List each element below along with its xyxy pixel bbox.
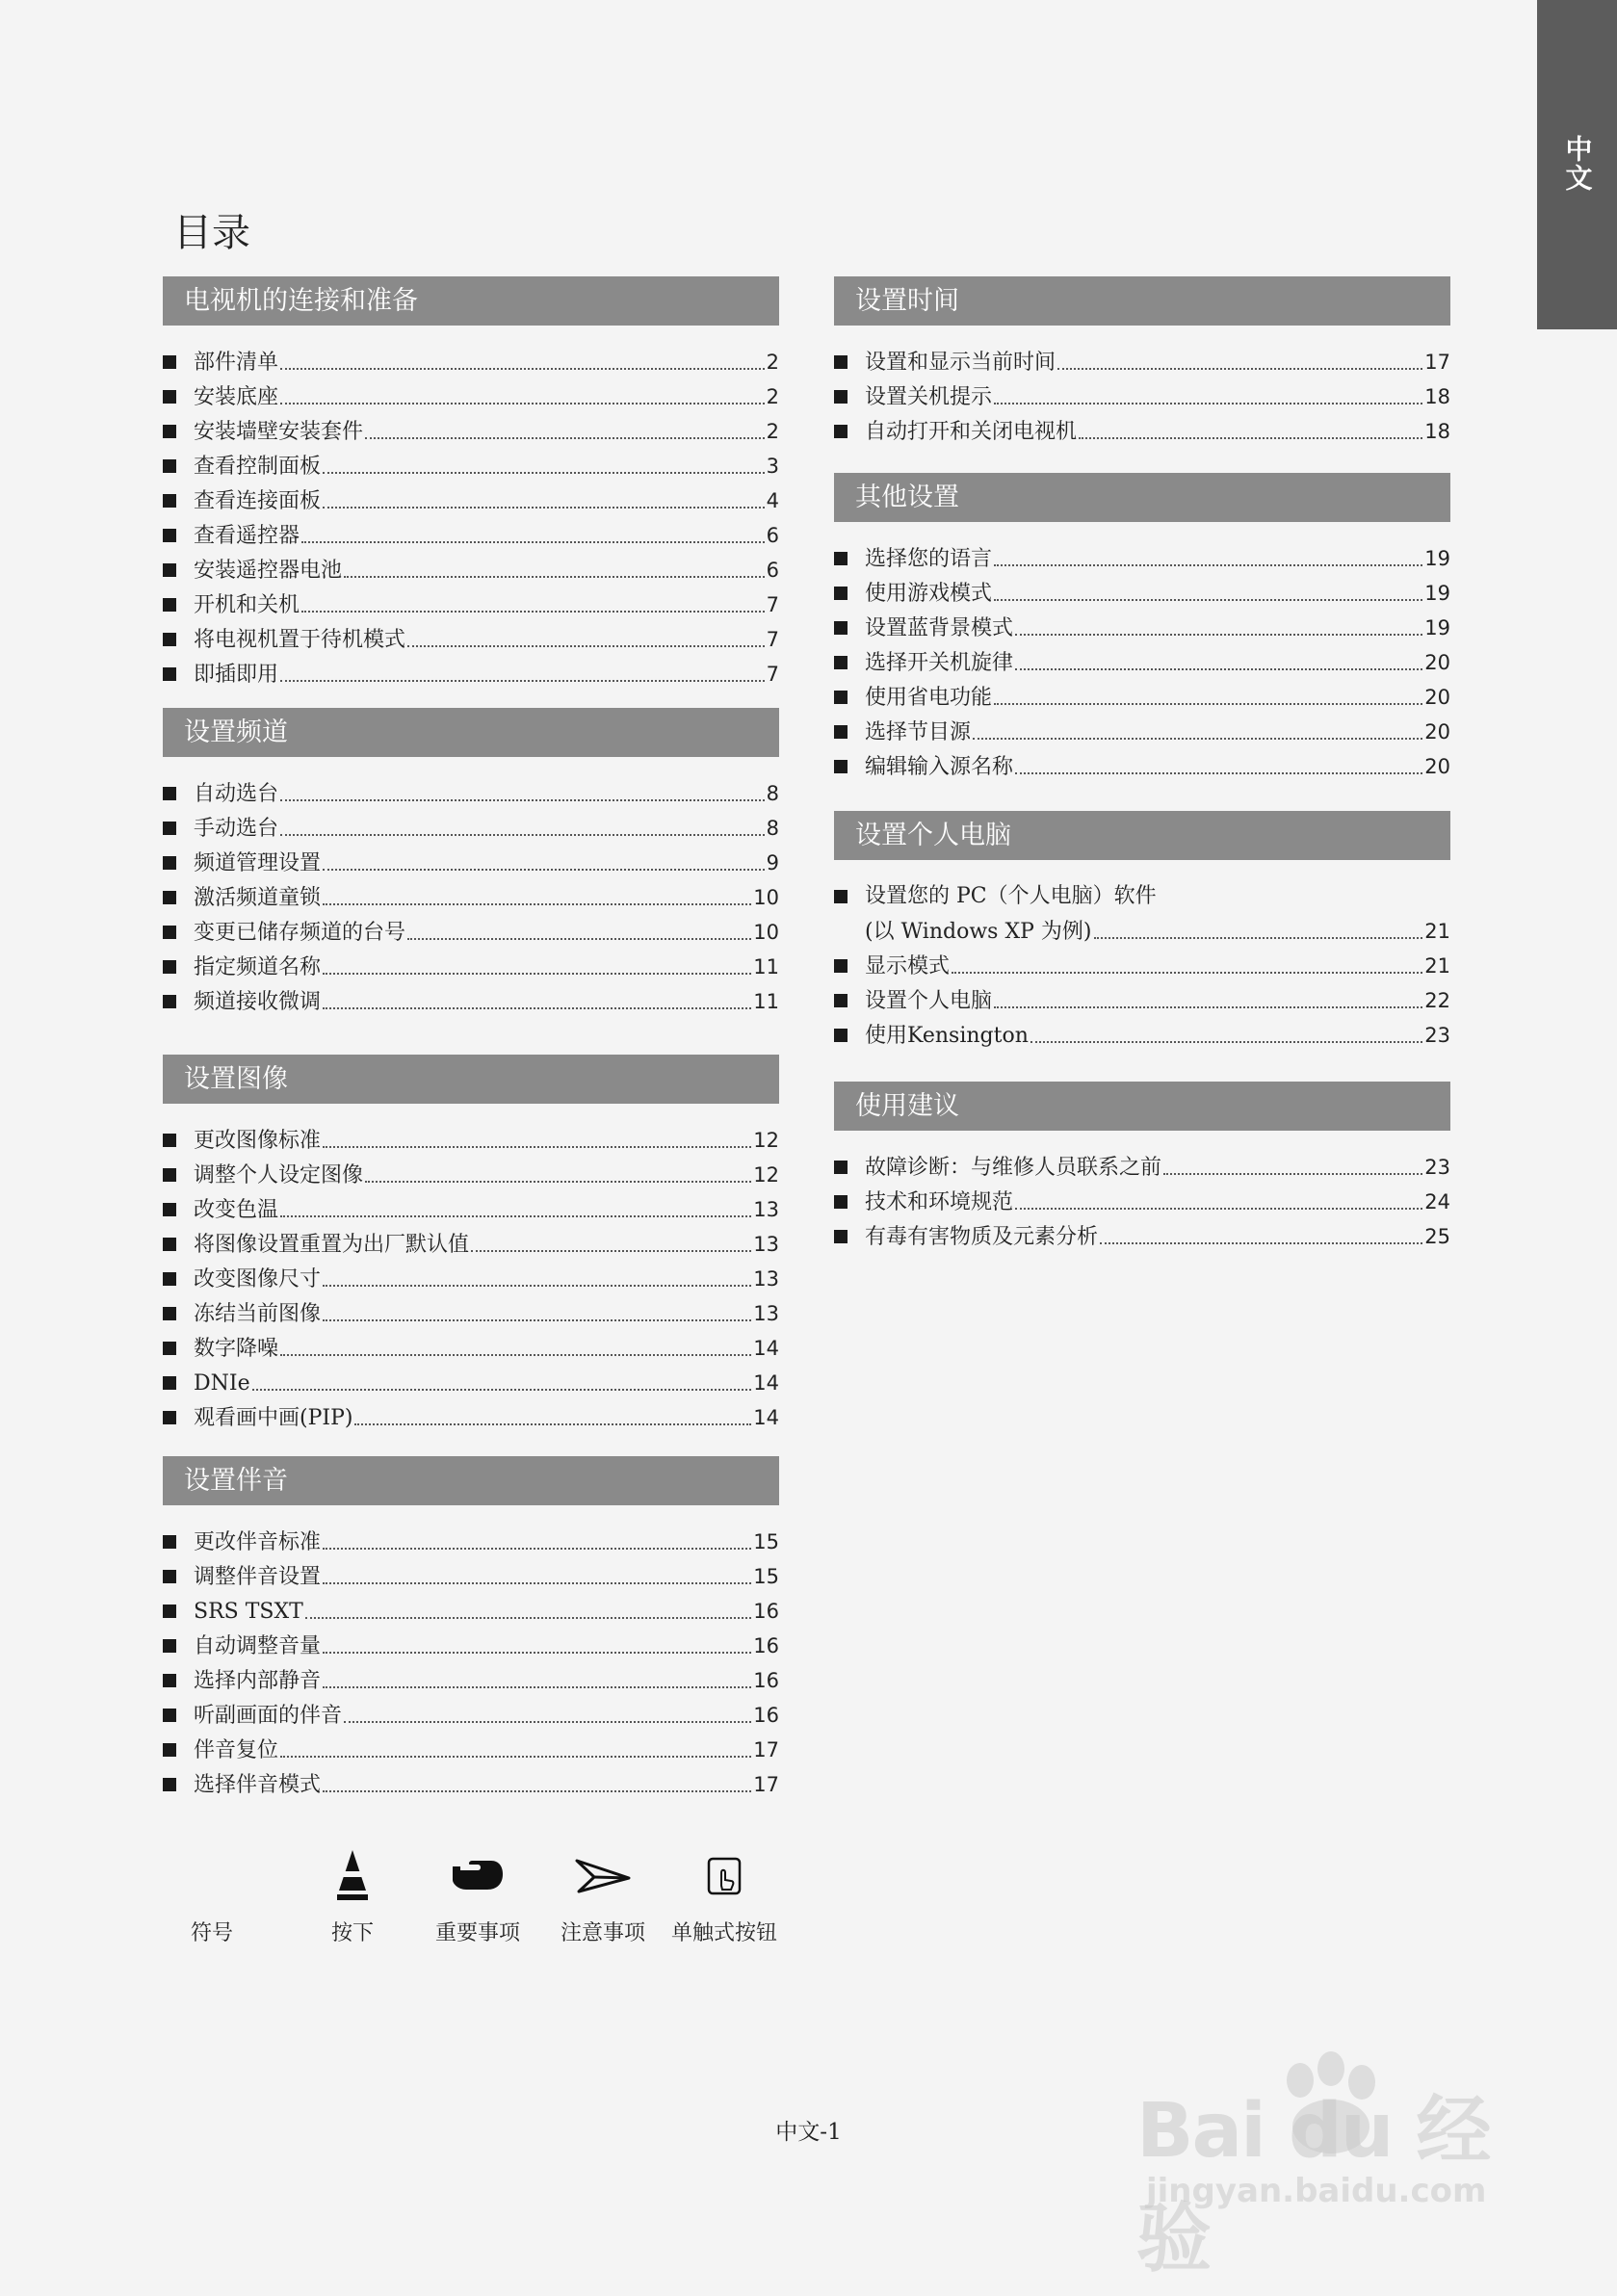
toc-list [163,345,779,691]
toc-entry[interactable] [834,1150,1450,1185]
toc-entry-label: 观看画中画(PIP) [194,1406,353,1430]
toc-entry-label: DNIe [194,1371,250,1396]
legend-label: 按下 [330,1921,374,1945]
bullet-icon [834,691,848,704]
toc-entry[interactable] [834,949,1450,983]
section-heading: 设置时间 [834,276,1450,326]
toc-entry[interactable] [163,915,779,950]
toc-entry-page: 2 [766,351,779,374]
toc-entry-page: 20 [1424,720,1450,744]
hand-pointer-icon [420,1849,535,1903]
toc-entry-page: 6 [766,559,779,582]
toc-entry-page: 7 [766,593,779,616]
toc-section [834,473,1450,784]
toc-entry[interactable] [163,950,779,984]
toc-entry[interactable] [834,1219,1450,1254]
legend-item [154,1849,270,1946]
toc-entry[interactable] [163,1366,779,1400]
section-heading: 电视机的连接和准备 [163,276,779,326]
toc-entry-label: 选择您的语言 [865,547,993,571]
bullet-icon [163,598,176,612]
toc-entry-page: 23 [1424,1156,1450,1179]
toc-entry[interactable] [163,1525,779,1559]
toc-list [834,1150,1450,1254]
section-heading: 设置个人电脑 [834,811,1450,860]
page-number: 中文-1 [775,2120,842,2145]
language-tab-label: 中文 [1561,135,1594,193]
bullet-icon [163,1778,176,1791]
legend-item [295,1849,410,1946]
toc-section [163,1055,779,1435]
toc-entry-page: 23 [1424,1024,1450,1047]
bullet-icon [163,390,176,404]
toc-entry-page: 8 [766,782,779,805]
toc-entry[interactable] [163,1123,779,1158]
section-heading: 设置伴音 [163,1456,779,1505]
bullet-icon [834,725,848,739]
bullet-icon [834,1195,848,1209]
toc-section [834,1082,1450,1254]
toc-entry[interactable] [163,414,779,449]
toc-entry-label: 使用游戏模式 [865,582,993,606]
toc-entry-page: 15 [753,1565,779,1588]
toc-entry-page: 10 [753,921,779,944]
bullet-icon [163,633,176,646]
toc-entry-page: 21 [1424,954,1450,978]
toc-entry-label: 显示模式 [865,954,951,978]
toc-entry[interactable] [834,379,1450,414]
toc-entry-label: 设置个人电脑 [865,989,993,1013]
toc-entry-label: 选择伴音模式 [194,1773,322,1797]
toc-entry[interactable] [163,880,779,915]
toc-entry-page: 14 [753,1337,779,1360]
language-tab [1537,0,1617,329]
legend-label: 重要事项 [434,1921,520,1945]
toc-entry-label: 数字降噪 [194,1337,279,1361]
bullet-icon [834,1161,848,1174]
toc-entry-page: 9 [766,851,779,874]
toc-list [834,879,1450,1053]
toc-entry[interactable] [834,715,1450,749]
toc-entry-label: 更改伴音标准 [194,1530,322,1554]
toc-entry-label: 自动选台 [194,782,279,806]
toc-entry-label: 将电视机置于待机模式 [194,628,406,652]
toc-entry-page: 12 [753,1129,779,1152]
section-heading: 使用建议 [834,1082,1450,1131]
toc-entry-label: 技术和环境规范 [865,1190,1014,1214]
toc-entry[interactable] [163,449,779,483]
bullet-icon [163,1134,176,1147]
bullet-icon [163,1570,176,1583]
bullet-icon [163,822,176,835]
toc-entry-page: 12 [753,1163,779,1187]
bullet-icon [834,552,848,565]
bullet-icon [163,1674,176,1687]
bullet-icon [834,425,848,438]
toc-entry-label: 选择开关机旋律 [865,651,1014,675]
toc-entry[interactable] [163,345,779,379]
toc-entry[interactable] [834,983,1450,1018]
toc-entry[interactable] [834,345,1450,379]
toc-entry-label: 听副画面的伴音 [194,1704,343,1728]
toc-entry[interactable] [163,846,779,880]
toc-entry-label: 设置蓝背景模式 [865,616,1014,640]
toc-entry-label: 开机和关机 [194,593,300,617]
toc-section [163,1456,779,1802]
bullet-icon [834,1230,848,1243]
toc-entry-page: 17 [753,1738,779,1761]
bullet-icon [834,994,848,1007]
toc-entry-label: 安装底座 [194,385,279,409]
toc-entry-page: 22 [1424,989,1450,1012]
arrow-note-icon [545,1849,661,1903]
toc-entry-page: 20 [1424,651,1450,674]
toc-entry-label: 冻结当前图像 [194,1302,322,1326]
legend-item [545,1849,661,1946]
bullet-icon [834,656,848,669]
toc-entry-page: 21 [1424,920,1450,943]
bullet-icon [163,1605,176,1618]
toc-entry-page: 24 [1424,1190,1450,1213]
bullet-icon [163,667,176,681]
symbol-legend [173,1849,799,1965]
toc-entry[interactable] [163,984,779,1019]
toc-entry[interactable] [163,483,779,518]
toc-entry[interactable] [163,1629,779,1663]
toc-entry-page: 17 [753,1773,779,1796]
toc-entry-label: 频道管理设置 [194,851,322,875]
toc-entry-page: 19 [1424,616,1450,639]
toc-entry[interactable] [163,1559,779,1594]
legend-label: 符号 [190,1921,233,1945]
toc-entry-label: 选择节目源 [865,720,972,744]
toc-entry-label: 使用省电功能 [865,686,993,710]
toc-entry-page: 3 [766,455,779,478]
legend-label: 单触式按钮 [670,1921,777,1945]
legend-item [420,1849,535,1946]
bullet-icon [163,1307,176,1320]
toc-entry-page: 14 [753,1406,779,1429]
toc-entry-label: 调整伴音设置 [194,1565,322,1589]
bullet-icon [163,926,176,939]
toc-entry[interactable] [163,1158,779,1192]
toc-entry-label: 改变图像尺寸 [194,1267,322,1292]
toc-entry[interactable] [163,518,779,553]
toc-entry-label: 查看控制面板 [194,455,322,479]
toc-entry-label: 变更已储存频道的台号 [194,921,406,945]
toc-entry[interactable] [163,1400,779,1435]
toc-section [834,276,1450,449]
toc-entry-label: 设置您的 PC（个人电脑）软件 [865,884,1157,908]
toc-entry-page: 11 [753,955,779,978]
toc-entry-page: 20 [1424,686,1450,709]
bullet-icon [163,891,176,904]
toc-section [834,811,1450,1053]
toc-entry[interactable] [163,1594,779,1629]
bullet-icon [163,1535,176,1549]
page-title: 目录 [173,211,250,255]
toc-entry-label: 查看遥控器 [194,524,300,548]
toc-entry-page: 7 [766,663,779,686]
section-heading: 设置频道 [163,708,779,757]
section-heading: 设置图像 [163,1055,779,1104]
toc-entry-label: 安装遥控器电池 [194,559,343,583]
bullet-icon [163,1709,176,1722]
toc-entry-page: 11 [753,990,779,1013]
toc-entry-label: 安装墙壁安装套件 [194,420,364,444]
bullet-icon [163,787,176,800]
toc-entry[interactable] [834,541,1450,576]
bullet-icon [834,355,848,369]
toc-entry-label: 有毒有害物质及元素分析 [865,1225,1099,1249]
toc-entry-label: 自动打开和关闭电视机 [865,420,1078,444]
legend-label: 注意事项 [560,1921,645,1945]
toc-entry-label: 查看连接面板 [194,489,322,513]
toc-entry-label: 伴音复位 [194,1738,279,1762]
toc-entry-page: 10 [753,886,779,909]
toc-entry[interactable] [163,622,779,657]
toc-entry[interactable] [163,1192,779,1227]
toc-entry-page: 25 [1424,1225,1450,1248]
toc-entry-label: 频道接收微调 [194,990,322,1014]
toc-entry-page: 7 [766,628,779,651]
toc-entry[interactable] [163,1663,779,1698]
press-icon [295,1849,410,1903]
toc-entry[interactable] [163,1227,779,1262]
toc-entry[interactable] [163,657,779,691]
bullet-icon [163,529,176,542]
toc-entry-page: 13 [753,1267,779,1291]
toc-entry[interactable] [163,379,779,414]
toc-entry-page: 19 [1424,582,1450,605]
toc-entry-page: 20 [1424,755,1450,778]
toc-entry-page: 19 [1424,547,1450,570]
toc-entry-label: 自动调整音量 [194,1634,322,1658]
toc-entry[interactable] [163,1698,779,1733]
bullet-icon [163,355,176,369]
section-heading: 其他设置 [834,473,1450,522]
one-touch-button-icon [666,1849,782,1903]
toc-entry-page: 2 [766,385,779,408]
bullet-icon [163,459,176,473]
bullet-icon [163,563,176,577]
bullet-icon [163,1639,176,1653]
toc-entry-page: 13 [753,1233,779,1256]
bullet-icon [163,494,176,508]
toc-entry[interactable] [834,414,1450,449]
bullet-icon [163,1238,176,1251]
bullet-icon [163,1376,176,1390]
bullet-icon [834,587,848,600]
bullet-icon [163,856,176,870]
toc-entry-page: 16 [753,1704,779,1727]
toc-entry-label-continued: (以 Windows XP 为例) [865,920,1092,944]
toc-list [163,1525,779,1802]
toc-entry-page: 16 [753,1600,779,1623]
toc-section [163,708,779,1019]
legend-item [666,1849,782,1946]
toc-entry-label: 故障诊断：与维修人员联系之前 [865,1156,1162,1180]
toc-entry[interactable] [834,1018,1450,1053]
toc-entry-page: 16 [753,1634,779,1657]
toc-entry-label: 即插即用 [194,663,279,687]
bullet-icon [163,1411,176,1424]
toc-entry[interactable] [834,645,1450,680]
toc-entry-page: 2 [766,420,779,443]
toc-entry-page: 14 [753,1371,779,1395]
toc-entry[interactable] [834,611,1450,645]
toc-entry-page: 16 [753,1669,779,1692]
toc-entry-page: 13 [753,1198,779,1221]
toc-entry-page: 17 [1424,351,1450,374]
toc-list [834,345,1450,449]
watermark-url: jingyan.baidu.com [1146,2172,1487,2210]
bullet-icon [834,890,848,903]
toc-entry-label: 设置和显示当前时间 [865,351,1056,375]
toc-list [163,1123,779,1435]
toc-entry[interactable] [163,776,779,811]
bullet-icon [834,621,848,635]
toc-entry[interactable] [834,576,1450,611]
watermark-brand: Bai du 经验 [1136,2088,1490,2283]
bullet-icon [834,1029,848,1042]
toc-entry-label: 选择内部静音 [194,1669,322,1693]
bullet-icon [163,1272,176,1286]
toc-entry[interactable] [163,1262,779,1296]
bullet-icon [163,995,176,1008]
toc-entry-label: 指定频道名称 [194,955,322,979]
toc-list [163,776,779,1019]
toc-entry-label: 使用Kensington [865,1024,1029,1048]
bullet-icon [834,959,848,973]
toc-entry-page: 8 [766,817,779,840]
toc-entry-label: 调整个人设定图像 [194,1163,364,1187]
bullet-icon [163,1342,176,1355]
toc-entry-page: 6 [766,524,779,547]
toc-entry[interactable] [163,553,779,587]
bullet-icon [834,390,848,404]
toc-entry[interactable] [834,879,1450,949]
bullet-icon [834,760,848,773]
toc-entry-label: 编辑输入源名称 [865,755,1014,779]
toc-section [163,276,779,691]
toc-entry[interactable] [163,1296,779,1331]
toc-entry-page: 4 [766,489,779,512]
bullet-icon [163,1168,176,1182]
toc-entry-label: 更改图像标准 [194,1129,322,1153]
toc-entry-label: 改变色温 [194,1198,279,1222]
baidu-watermark [1136,2051,1541,2283]
toc-entry-label: 激活频道童锁 [194,886,322,910]
bullet-icon [163,1203,176,1216]
toc-entry-page: 13 [753,1302,779,1325]
toc-entry-label: 部件清单 [194,351,279,375]
toc-entry-label: SRS TSXT [194,1600,303,1624]
toc-entry-page: 18 [1424,420,1450,443]
toc-entry-label: 手动选台 [194,817,279,841]
toc-list [834,541,1450,784]
toc-entry[interactable] [163,1733,779,1767]
toc-entry[interactable] [834,680,1450,715]
toc-entry-label: 将图像设置重置为出厂默认值 [194,1233,470,1257]
toc-entry[interactable] [163,1767,779,1802]
toc-entry[interactable] [163,1331,779,1366]
bullet-icon [163,1743,176,1757]
toc-entry-label: 设置关机提示 [865,385,993,409]
toc-entry[interactable] [834,749,1450,784]
toc-entry-page: 15 [753,1530,779,1553]
bullet-icon [163,425,176,438]
toc-entry[interactable] [163,587,779,622]
bullet-icon [163,960,176,974]
toc-entry[interactable] [163,811,779,846]
toc-entry-page: 18 [1424,385,1450,408]
toc-entry[interactable] [834,1185,1450,1219]
